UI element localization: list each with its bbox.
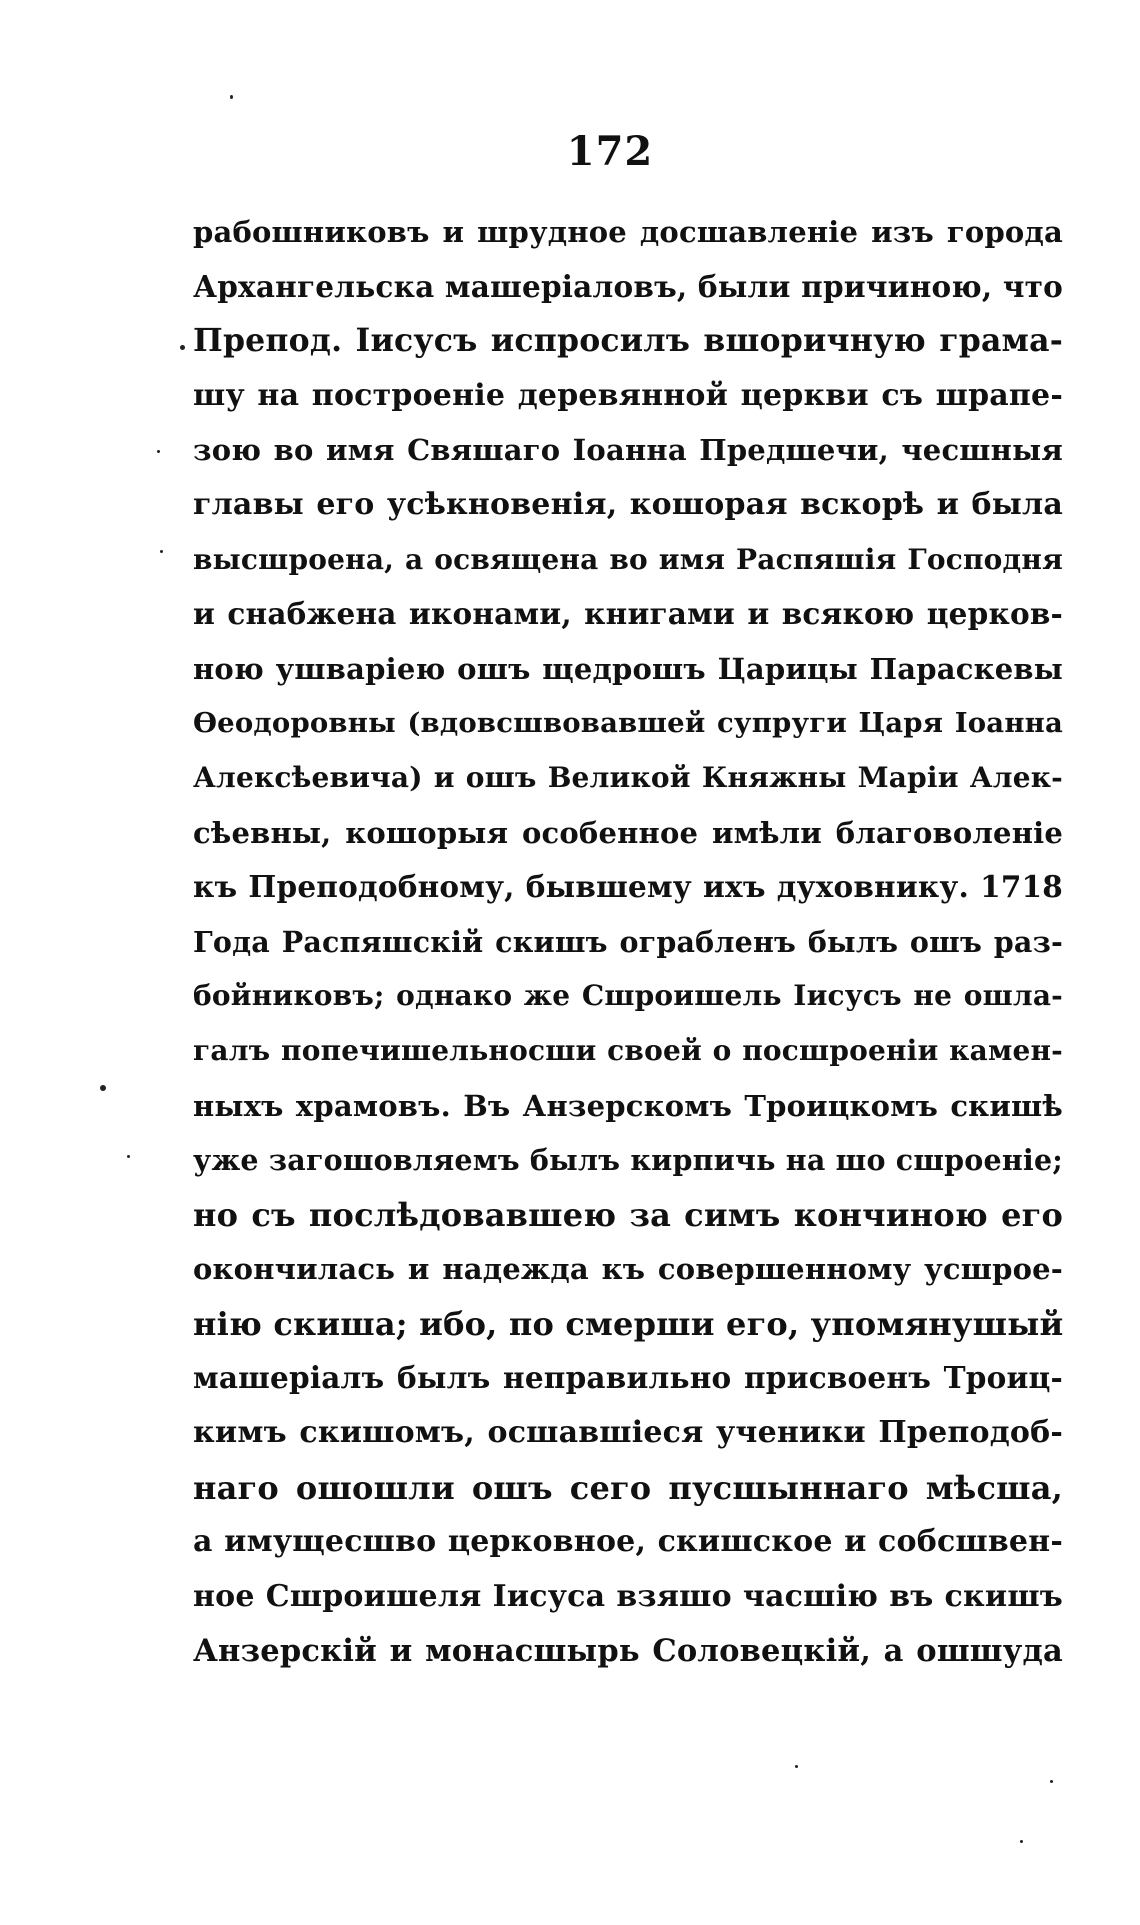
text-line: нію скиша; ибо, по смерши его, упомянушый: [193, 1304, 1064, 1343]
text-line: рабошниковъ и шрудное досшавленіе изъ города: [193, 215, 1063, 249]
text-line: ное Сшроишеля Іисуса взяшо часшію въ скишъ: [193, 1578, 1063, 1614]
text-line: Препод. Іисусъ испросилъ вшоричную грама-: [193, 322, 1063, 360]
text-line: зою во имя Свяшаго Іоанна Предшечи, чесшныя: [193, 433, 1063, 468]
scan-speck: [1050, 1780, 1053, 1783]
text-line: машеріалъ былъ неправильно присвоенъ Троиц-: [193, 1360, 1063, 1396]
text-line: шу на построеніе деревянной церкви съ шрапе-: [193, 377, 1063, 413]
scan-speck: [160, 550, 163, 553]
text-line: бойниковъ; однако же Сшроишель Іисусъ не ошла-: [193, 979, 1063, 1013]
scan-speck: [127, 1155, 130, 1158]
body-text: [193, 205, 1063, 1679]
scan-speck: [230, 95, 233, 99]
scan-speck: [795, 1765, 798, 1768]
text-line: кимъ скишомъ, осшавшіеся ученики Преподоб-: [193, 1415, 1063, 1451]
scan-speck: [100, 1085, 106, 1091]
text-line: Года Распяшскій скишъ ограбленъ былъ ошъ раз-: [193, 924, 1063, 959]
text-line: а имущесшво церковное, скишское и собсшвен-: [193, 1524, 1063, 1560]
text-line: Ѳеодоровны (вдовсшвовавшей супруги Царя Іоанна: [193, 707, 1063, 740]
text-line: и снабжена иконами, книгами и всякою церков-: [193, 596, 1063, 632]
text-line: сѣевны, кошорыя особенное имѣли благоволеніе: [193, 815, 1063, 850]
page-number: 172: [566, 128, 654, 175]
text-line: но съ послѣдовавшею за симъ кончиною его: [193, 1195, 1063, 1234]
text-line: главы его усѣкновенія, кошорая вскорѣ и была: [193, 486, 1063, 522]
scan-speck: [180, 345, 185, 350]
text-line: ныхъ храмовъ. Въ Анзерскомъ Троицкомъ скишѣ: [193, 1088, 1063, 1123]
text-line: Архангельска машеріаловъ, были причиною, что: [193, 268, 1063, 304]
text-line: уже загошовляемъ былъ кирпичь на шо сшроеніе;: [193, 1143, 1063, 1178]
text-line: наго ошошли ошъ сего пусшыннаго мѣсша,: [193, 1468, 1063, 1507]
text-line: высшроена, а освящена во имя Распяшія Господня: [193, 542, 1063, 576]
text-line: къ Преподобному, бывшему ихъ духовнику. 1718: [193, 869, 1063, 905]
scan-speck: [1020, 1840, 1023, 1843]
text-line: Алексѣевича) и ошъ Великой Княжны Маріи Алек-: [193, 760, 1063, 794]
text-line: окончилась и надежда къ совершенному усшрое-: [193, 1252, 1063, 1287]
text-line: Анзерскій и монасшырь Соловецкій, а ошшуда: [193, 1633, 1063, 1670]
text-line: галъ попечишельносши своей о посшроеніи камен-: [193, 1033, 1063, 1067]
scan-speck: [157, 450, 160, 453]
text-line: ною ушваріею ошъ щедрошъ Царицы Параскевы: [193, 651, 1063, 686]
